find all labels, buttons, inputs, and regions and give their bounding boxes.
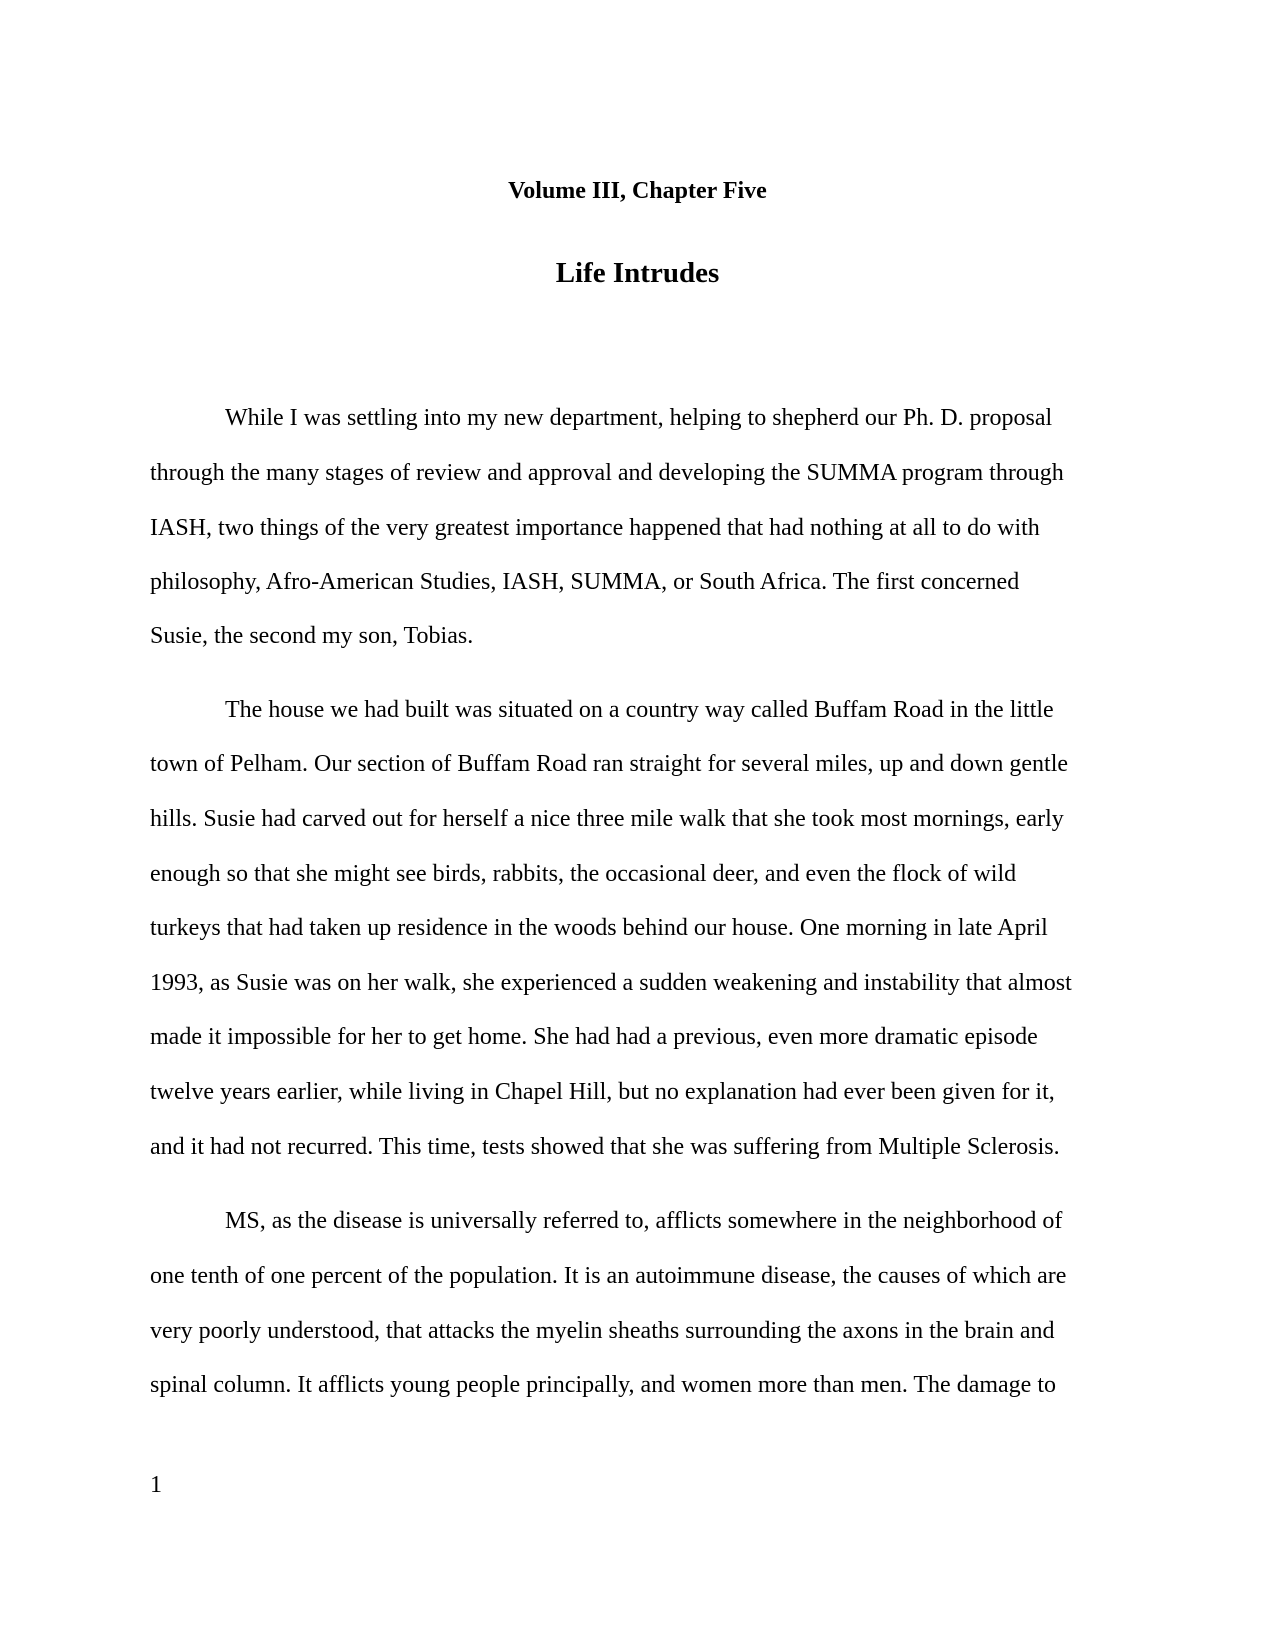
- paragraph-line: turkeys that had taken up residence in the woods behind our house. One morning in late April: [150, 915, 1048, 941]
- paragraph-line: IASH, two things of the very greatest importance happened that had nothing at all to do with: [150, 515, 1040, 541]
- paragraph-line: MS, as the disease is universally referred to, afflicts somewhere in the neighborhood of: [225, 1208, 1063, 1234]
- paragraph-line: philosophy, Afro-American Studies, IASH, SUMMA, or South Africa. The first concerned: [150, 569, 1020, 595]
- paragraph-line: spinal column. It afflicts young people principally, and women more than men. The damage to: [150, 1372, 1056, 1398]
- chapter-heading: Volume III, Chapter Five: [508, 178, 767, 204]
- page-number: 1: [150, 1472, 162, 1498]
- paragraph-line: 1993, as Susie was on her walk, she experienced a sudden weakening and instability that almost: [150, 970, 1072, 996]
- paragraph-line: and it had not recurred. This time, tests showed that she was suffering from Multiple Sclerosis.: [150, 1134, 1060, 1160]
- paragraph-line: made it impossible for her to get home. She had had a previous, even more dramatic episode: [150, 1024, 1038, 1050]
- paragraph-line: town of Pelham. Our section of Buffam Road ran straight for several miles, up and down gentle: [150, 751, 1069, 777]
- paragraph-line: The house we had built was situated on a country way called Buffam Road in the little: [225, 697, 1054, 723]
- paragraph-line: twelve years earlier, while living in Chapel Hill, but no explanation had ever been given for it,: [150, 1079, 1055, 1105]
- paragraph-line: hills. Susie had carved out for herself a nice three mile walk that she took most mornings, early: [150, 806, 1064, 832]
- paragraph-line: through the many stages of review and approval and developing the SUMMA program through: [150, 460, 1064, 486]
- paragraph-line: enough so that she might see birds, rabbits, the occasional deer, and even the flock of wild: [150, 861, 1017, 887]
- paragraph-line: very poorly understood, that attacks the myelin sheaths surrounding the axons in the brain and: [150, 1318, 1055, 1344]
- paragraph-line: Susie, the second my son, Tobias.: [150, 623, 474, 649]
- paragraph-line: While I was settling into my new department, helping to shepherd our Ph. D. proposal: [225, 405, 1053, 431]
- paragraph-line: one tenth of one percent of the population. It is an autoimmune disease, the causes of which are: [150, 1263, 1067, 1289]
- chapter-title: Life Intrudes: [555, 257, 720, 289]
